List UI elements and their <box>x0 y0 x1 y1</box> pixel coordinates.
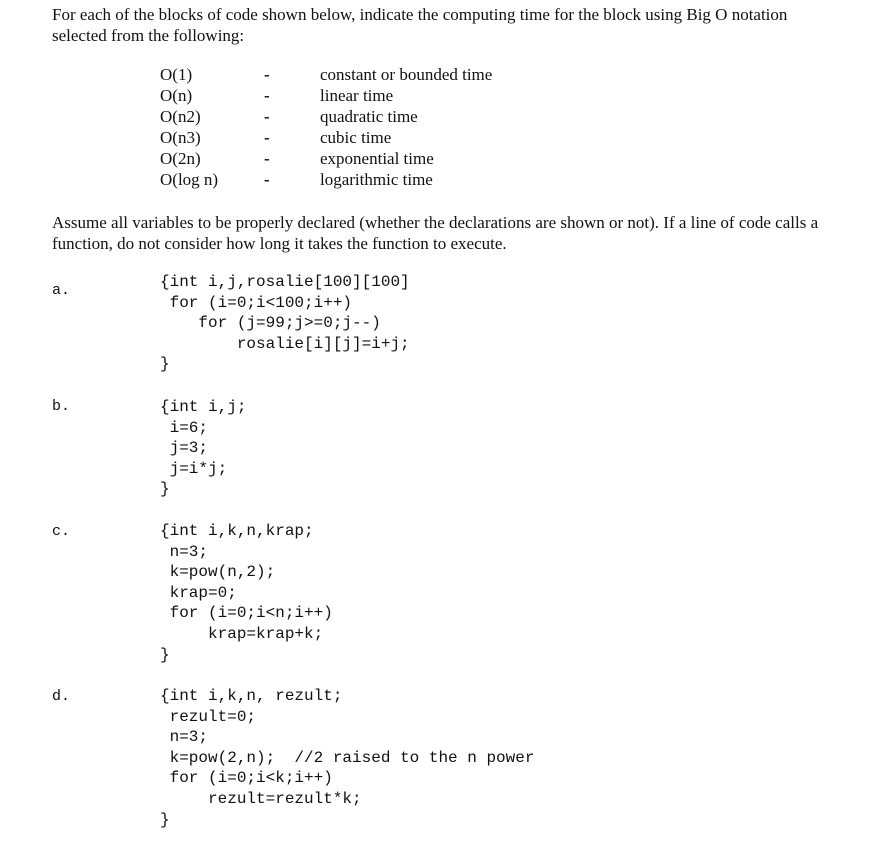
dash: - <box>264 170 270 189</box>
block-label-a: a. <box>52 282 71 299</box>
notation: O(n) <box>160 86 193 105</box>
notation-description: cubic time <box>320 128 392 147</box>
notation-description: exponential time <box>320 149 434 168</box>
notation-row <box>160 64 520 85</box>
notation-row <box>160 85 520 106</box>
notation: O(n3) <box>160 128 201 147</box>
notation-description: quadratic time <box>320 107 418 126</box>
block-label-d: d. <box>52 688 71 705</box>
dash: - <box>264 107 270 126</box>
notation: O(n2) <box>160 107 201 126</box>
dash: - <box>264 65 270 84</box>
notation: O(log n) <box>160 170 219 189</box>
code-block-a: {int i,j,rosalie[100][100] for (i=0;i<100;i++) for (j=99;j>=0;j--) rosalie[i][j]=i+j; } <box>160 273 410 374</box>
notation-row <box>160 106 520 127</box>
notation-description: logarithmic time <box>320 170 433 189</box>
block-label-c: c. <box>52 523 71 540</box>
code-block-b: {int i,j; i=6; j=3; j=i*j; } <box>160 398 247 499</box>
notation-row <box>160 169 520 190</box>
block-label-b: b. <box>52 398 71 415</box>
notation: O(2n) <box>160 149 201 168</box>
dash: - <box>264 86 270 105</box>
dash: - <box>264 128 270 147</box>
code-block-c: {int i,k,n,krap; n=3; k=pow(n,2); krap=0; for (i=0;i<n;i++) krap=krap+k; } <box>160 522 333 664</box>
notation-description: constant or bounded time <box>320 65 493 84</box>
intro-paragraph: For each of the blocks of code shown below, indicate the computing time for the block using Big O notation selected from the following: <box>52 5 788 45</box>
notation-row <box>160 127 520 148</box>
assumption-paragraph: Assume all variables to be properly declared (whether the declarations are shown or not). If a line of code calls a function, do not consider how long it takes the function to execute. <box>52 213 819 253</box>
notation-description: linear time <box>320 86 394 105</box>
dash: - <box>264 149 270 168</box>
notation-row <box>160 148 520 169</box>
notation-table <box>160 64 520 190</box>
notation: O(1) <box>160 65 193 84</box>
code-block-d: {int i,k,n, rezult; rezult=0; n=3; k=pow(2,n); //2 raised to the n power for (i=0;i<k;i++) rezult=rezult*k; } <box>160 687 535 829</box>
